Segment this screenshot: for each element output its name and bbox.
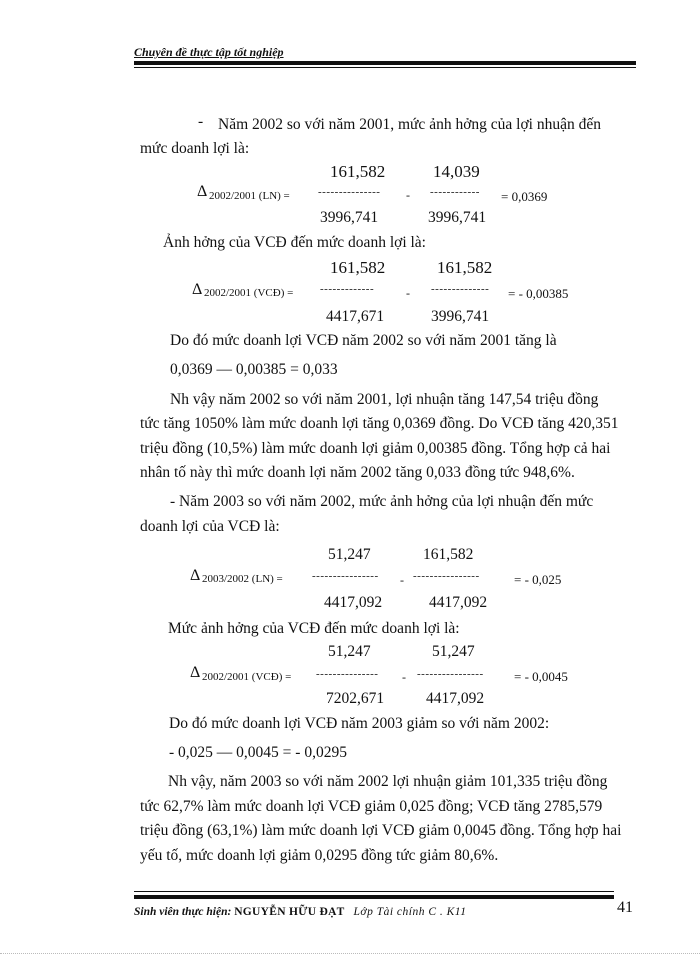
paragraph-line: Ảnh hởng của VCĐ đến mức doanh lợi là:: [163, 234, 426, 251]
footer-label: Sinh viên thực hiện:: [134, 906, 232, 918]
formula-subscript: 2002/2001 (VCĐ) =: [202, 671, 292, 683]
minus-sign: -: [406, 188, 410, 202]
formula-result: = - 0,00385: [508, 286, 569, 301]
fraction-bar: -------------: [320, 283, 375, 295]
numerator: 161,582: [330, 258, 386, 277]
page-edge: [0, 953, 700, 954]
class-name: Lớp Tài chính C . K11: [353, 906, 467, 918]
denominator: 7202,671: [326, 690, 385, 707]
delta-symbol: Δ: [197, 183, 208, 200]
denominator: 4417,092: [324, 594, 383, 611]
numerator: 51,247: [328, 546, 371, 563]
calculation: 0,0369 — 0,00385 = 0,033: [170, 361, 338, 378]
formula-subscript: 2002/2001 (VCĐ) =: [204, 287, 294, 299]
delta-symbol: Δ: [192, 281, 203, 298]
paragraph-line: mức doanh lợi là:: [140, 140, 250, 157]
footer-credit: [134, 906, 466, 918]
student-name: NGUYỄN HỮU ĐẠT: [234, 906, 345, 918]
numerator: 51,247: [432, 643, 475, 660]
page-number: 41: [617, 899, 633, 916]
header-rule-thin: [134, 67, 636, 68]
paragraph-line: Do đó mức doanh lợi VCĐ năm 2002 so với năm 2001 tăng là: [170, 332, 557, 349]
paragraph-line: triệu đồng (10,5%) làm mức doanh lợi giảm 0,00385 đồng. Tổng hợp cả hai: [140, 440, 611, 457]
paragraph-line: tức 62,7% làm mức doanh lợi VCĐ giảm 0,025 đồng; VCĐ tăng 2785,579: [140, 798, 603, 815]
paragraph-line: doanh lợi của VCĐ là:: [140, 518, 280, 535]
footer-rule-thin: [134, 891, 614, 892]
calculation: - 0,025 — 0,0045 = - 0,0295: [169, 744, 347, 761]
minus-sign: -: [406, 286, 410, 300]
bullet: -: [198, 113, 204, 130]
fraction-bar: --------------: [431, 283, 490, 295]
denominator: 3996,741: [431, 308, 490, 325]
paragraph-line: Do đó mức doanh lợi VCĐ năm 2003 giảm so với năm 2002:: [169, 715, 550, 732]
formula-result: = - 0,0045: [514, 669, 568, 684]
formula-result: = - 0,025: [514, 572, 562, 587]
running-header: Chuyên đề thực tập tốt nghiệp: [134, 45, 284, 59]
denominator: 4417,092: [426, 690, 485, 707]
fraction-bar: ----------------: [312, 570, 379, 582]
minus-sign: -: [400, 573, 404, 587]
header-rule: [134, 61, 636, 65]
denominator: 4417,092: [429, 594, 488, 611]
paragraph-line: Nh vậy năm 2002 so với năm 2001, lợi nhuận tăng 147,54 triệu đồng: [170, 391, 599, 408]
fraction-bar: ---------------: [316, 668, 379, 680]
formula-subscript: 2003/2002 (LN) =: [202, 573, 283, 585]
paragraph-line: triệu đồng (63,1%) làm mức doanh lợi VCĐ giảm 0,0045 đồng. Tổng hợp hai: [140, 822, 622, 839]
denominator: 3996,741: [320, 209, 379, 226]
fraction-bar: ----------------: [417, 668, 484, 680]
formula-subscript: 2002/2001 (LN) =: [209, 190, 290, 202]
denominator: 4417,671: [326, 308, 385, 325]
paragraph-line: Nh vậy, năm 2003 so với năm 2002 lợi nhuận giảm 101,335 triệu đồng: [168, 773, 608, 790]
paragraph-line: Năm 2002 so với năm 2001, mức ảnh hởng của lợi nhuận đến: [218, 116, 601, 133]
fraction-bar: ---------------: [318, 186, 381, 198]
numerator: 161,582: [437, 258, 493, 277]
footer-rule: [134, 895, 614, 899]
paragraph-line: tức tăng 1050% làm mức doanh lợi tăng 0,0369 đồng. Do VCĐ tăng 420,351: [140, 415, 619, 432]
paragraph-line: - Năm 2003 so với năm 2002, mức ảnh hởng của lợi nhuận đến mức: [170, 493, 594, 510]
fraction-bar: ------------: [430, 186, 480, 198]
delta-symbol: Δ: [190, 664, 201, 681]
paragraph-line: yếu tố, mức doanh lợi giảm 0,0295 đồng tức giảm 80,6%.: [140, 847, 499, 864]
delta-symbol: Δ: [190, 567, 201, 584]
numerator: 161,582: [423, 546, 474, 563]
fraction-bar: ----------------: [413, 570, 480, 582]
numerator: 51,247: [328, 643, 371, 660]
paragraph-line: Mức ảnh hởng của VCĐ đến mức doanh lợi là:: [168, 620, 460, 637]
formula-result: = 0,0369: [501, 189, 548, 204]
minus-sign: -: [402, 670, 406, 684]
denominator: 3996,741: [428, 209, 487, 226]
paragraph-line: nhân tố này thì mức doanh lợi năm 2002 tăng 0,033 đồng tức 948,6%.: [140, 464, 575, 481]
numerator: 14,039: [433, 162, 480, 181]
numerator: 161,582: [330, 162, 386, 181]
